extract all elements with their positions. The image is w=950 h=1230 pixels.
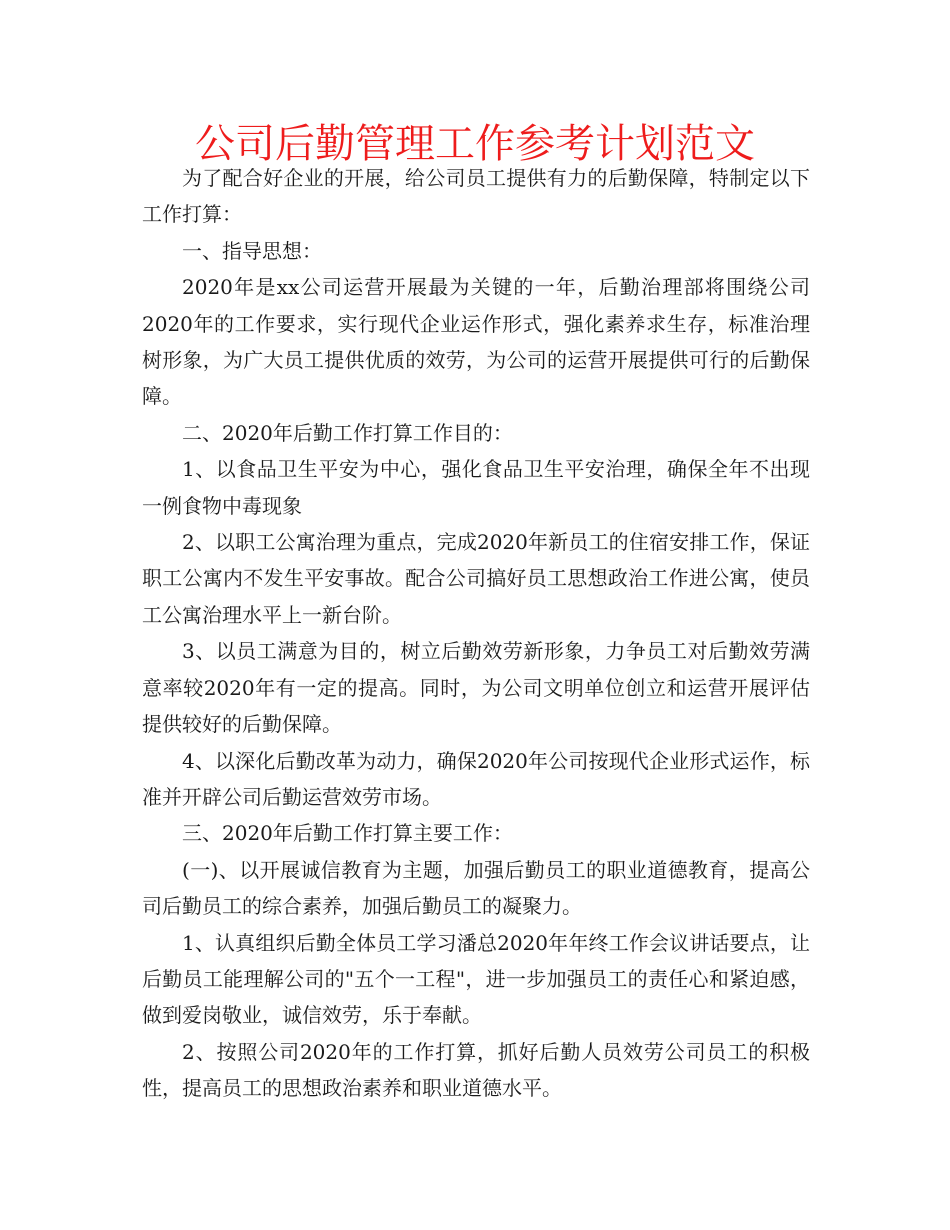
goal-item-1: 1、以食品卫生平安为中心，强化食品卫生平安治理，确保全年不出现一例食物中毒现象 — [142, 457, 810, 518]
work-item-1: 1、认真组织后勤全体员工学习潘总2020年年终工作会议讲话要点，让后勤员工能理解公司的"五个一工程"，进一步加强员工的责任心和紧迫感，做到爱岗敬业，诚信效劳，乐于奉献。 — [142, 930, 810, 1028]
work-item-2: 2、按照公司2020年的工作打算，抓好后勤人员效劳公司员工的积极性，提高员工的思想政治素养和职业道德水平。 — [142, 1039, 810, 1101]
document-title: 公司后勤管理工作参考计划范文 — [195, 121, 755, 167]
goal-item-2: 2、以职工公寓治理为重点，完成2020年新员工的住宿安排工作，保证职工公寓内不发生平安事故。配合公司搞好员工思想政治工作进公寓，使员工公寓治理水平上一新台阶。 — [142, 530, 810, 627]
section-heading-guiding-thought: 一、指导思想： — [182, 238, 322, 263]
goal-item-3: 3、以员工满意为目的，树立后勤效劳新形象，力争员工对后勤效劳满意率较2020年有一定的提高。同时，为公司文明单位创立和运营开展评估提供较好的后勤保障。 — [142, 639, 810, 737]
paragraph-guiding-thought: 2020年是xx公司运营开展最为关键的一年，后勤治理部将围绕公司2020年的工作要求，实行现代企业运作形式，强化素养求生存，标准治理树形象，为广大员工提供优质的效劳，为公司的运营开展提供可行的后勤保障。 — [142, 275, 810, 409]
goal-item-4: 4、以深化后勤改革为动力，确保2020年公司按现代企业形式运作，标准并开辟公司后勤运营效劳市场。 — [142, 748, 810, 809]
intro-paragraph: 为了配合好企业的开展，给公司员工提供有力的后勤保障，特制定以下工作打算： — [142, 166, 810, 227]
section-heading-work-goals: 二、2020年后勤工作打算工作目的： — [182, 420, 513, 445]
section-heading-main-work: 三、2020年后勤工作打算主要工作： — [182, 821, 513, 846]
document-body — [142, 160, 810, 1107]
subsection-heading-integrity-education: (一)、以开展诚信教育为主题，加强后勤员工的职业道德教育，提高公司后勤员工的综合素养，加强后勤员工的凝聚力。 — [142, 857, 810, 919]
